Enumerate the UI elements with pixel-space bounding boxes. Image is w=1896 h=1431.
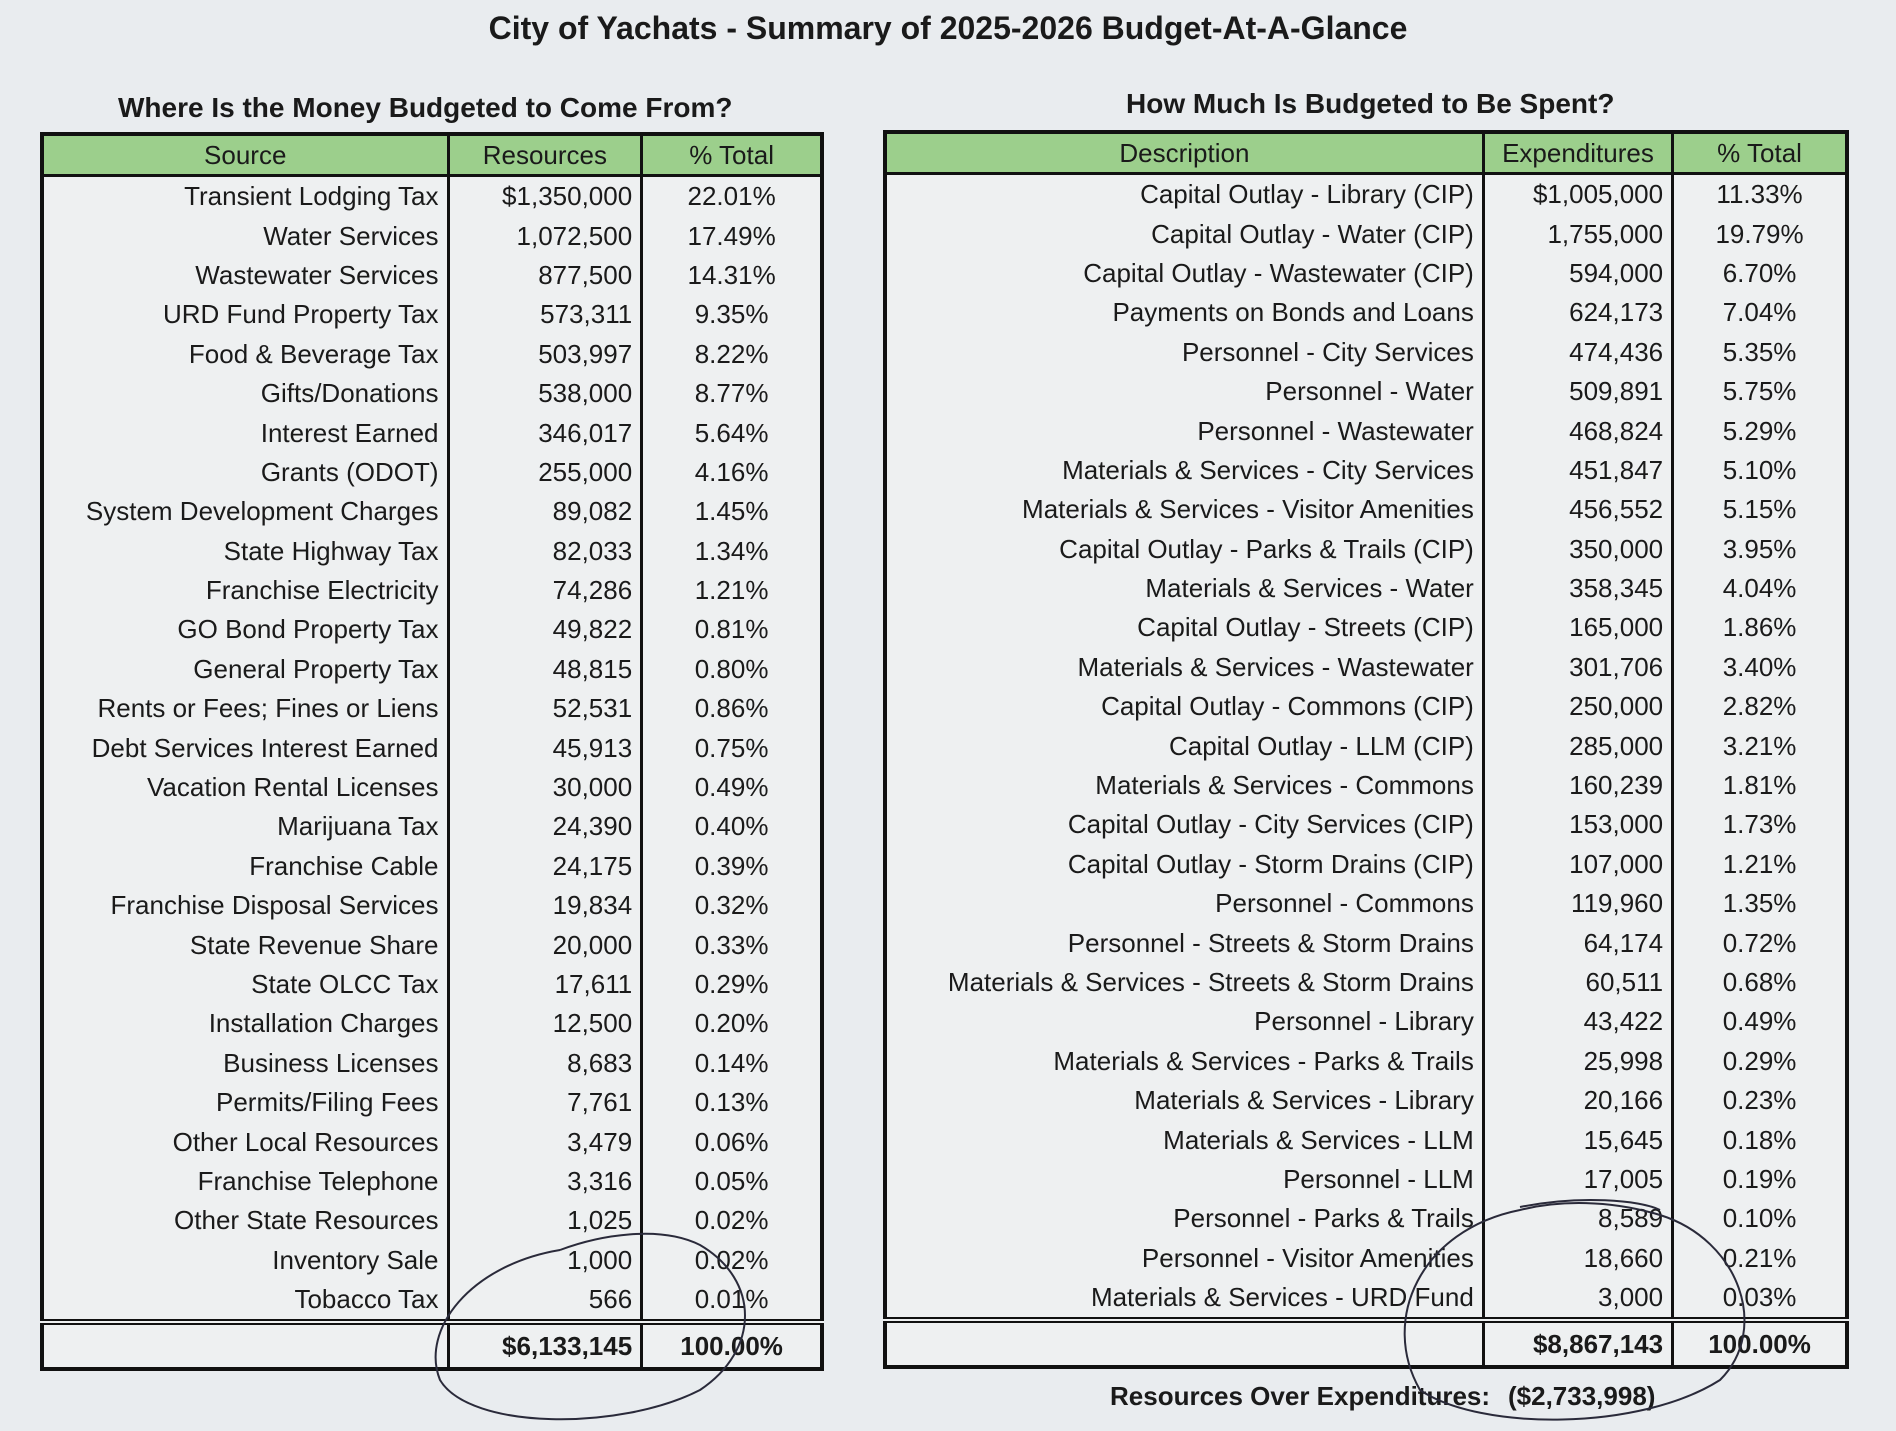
table-row — [42, 453, 822, 492]
source-cell: Franchise Cable — [42, 847, 448, 886]
table-row — [885, 766, 1847, 805]
table-row — [42, 1083, 822, 1122]
pct-cell: 5.10% — [1673, 451, 1847, 490]
table-row — [42, 571, 822, 610]
amount-cell: 24,175 — [448, 847, 642, 886]
pct-cell: 9.35% — [642, 295, 822, 334]
amount-cell: 503,997 — [448, 335, 642, 374]
amount-cell: 74,286 — [448, 571, 642, 610]
table-row — [885, 1278, 1847, 1320]
description-cell: Capital Outlay - LLM (CIP) — [885, 726, 1483, 765]
pct-cell: 4.16% — [642, 453, 822, 492]
pct-cell: 4.04% — [1673, 569, 1847, 608]
source-cell: Debt Services Interest Earned — [42, 728, 448, 767]
table-row — [885, 805, 1847, 844]
source-cell: Other State Resources — [42, 1201, 448, 1240]
amount-cell: 107,000 — [1483, 845, 1672, 884]
amount-cell: 7,761 — [448, 1083, 642, 1122]
pct-cell: 0.49% — [1673, 1002, 1847, 1041]
total-amount: $8,867,143 — [1483, 1320, 1672, 1367]
amount-cell: 8,683 — [448, 1044, 642, 1083]
description-cell: Personnel - Streets & Storm Drains — [885, 923, 1483, 962]
amount-cell: 456,552 — [1483, 490, 1672, 529]
description-cell: Materials & Services - Wastewater — [885, 648, 1483, 687]
amount-cell: 285,000 — [1483, 726, 1672, 765]
table-row — [885, 1120, 1847, 1159]
column-header-expenditures: Expenditures — [1483, 132, 1672, 174]
column-header-pct-total: % Total — [642, 134, 822, 176]
pct-cell: 11.33% — [1673, 174, 1847, 215]
source-cell: Water Services — [42, 216, 448, 255]
source-cell: Gifts/Donations — [42, 374, 448, 413]
source-cell: Transient Lodging Tax — [42, 176, 448, 217]
description-cell: Capital Outlay - City Services (CIP) — [885, 805, 1483, 844]
amount-cell: 30,000 — [448, 768, 642, 807]
amount-cell: 1,072,500 — [448, 216, 642, 255]
amount-cell: 43,422 — [1483, 1002, 1672, 1041]
pct-cell: 0.19% — [1673, 1160, 1847, 1199]
table-row — [42, 689, 822, 728]
pct-cell: 17.49% — [642, 216, 822, 255]
column-header-description: Description — [885, 132, 1483, 174]
table-row — [885, 333, 1847, 372]
total-pct: 100.00% — [1673, 1320, 1847, 1367]
amount-cell: 250,000 — [1483, 687, 1672, 726]
pct-cell: 0.49% — [642, 768, 822, 807]
table-row — [885, 411, 1847, 450]
pct-cell: 0.06% — [642, 1122, 822, 1161]
amount-cell: 346,017 — [448, 413, 642, 452]
amount-cell: 3,479 — [448, 1122, 642, 1161]
description-cell: Materials & Services - URD Fund — [885, 1278, 1483, 1320]
amount-cell: 52,531 — [448, 689, 642, 728]
table-row — [42, 216, 822, 255]
amount-cell: 17,611 — [448, 965, 642, 1004]
amount-cell: 8,589 — [1483, 1199, 1672, 1238]
pct-cell: 0.02% — [642, 1201, 822, 1240]
table-row — [885, 884, 1847, 923]
page-title: City of Yachats - Summary of 2025-2026 Budget-At-A-Glance — [488, 10, 1408, 46]
expenditures-table — [883, 130, 1849, 1369]
table-row — [42, 532, 822, 571]
pct-cell: 1.34% — [642, 532, 822, 571]
table-row — [885, 963, 1847, 1002]
total-row — [42, 1322, 822, 1369]
pct-cell: 1.86% — [1673, 608, 1847, 647]
amount-cell: 468,824 — [1483, 411, 1672, 450]
table-row — [42, 374, 822, 413]
table-row — [42, 650, 822, 689]
amount-cell: 119,960 — [1483, 884, 1672, 923]
amount-cell: 451,847 — [1483, 451, 1672, 490]
amount-cell: 82,033 — [448, 532, 642, 571]
pct-cell: 0.29% — [1673, 1042, 1847, 1081]
amount-cell: 25,998 — [1483, 1042, 1672, 1081]
pct-cell: 22.01% — [642, 176, 822, 217]
amount-cell: 594,000 — [1483, 254, 1672, 293]
amount-cell: 18,660 — [1483, 1239, 1672, 1278]
pct-cell: 8.22% — [642, 335, 822, 374]
source-cell: Franchise Electricity — [42, 571, 448, 610]
source-cell: URD Fund Property Tax — [42, 295, 448, 334]
amount-cell: 3,316 — [448, 1162, 642, 1201]
table-row — [42, 1241, 822, 1280]
table-row — [885, 726, 1847, 765]
pct-cell: 6.70% — [1673, 254, 1847, 293]
description-cell: Materials & Services - Library — [885, 1081, 1483, 1120]
pct-cell: 19.79% — [1673, 214, 1847, 253]
pct-cell: 0.18% — [1673, 1120, 1847, 1159]
amount-cell: 19,834 — [448, 886, 642, 925]
amount-cell: 877,500 — [448, 256, 642, 295]
table-row — [885, 254, 1847, 293]
table-row — [42, 886, 822, 925]
table-row — [42, 1280, 822, 1322]
table-row — [42, 335, 822, 374]
description-cell: Personnel - Commons — [885, 884, 1483, 923]
table-row — [42, 728, 822, 767]
table-row — [42, 256, 822, 295]
description-cell: Capital Outlay - Water (CIP) — [885, 214, 1483, 253]
column-header-source: Source — [42, 134, 448, 176]
resources-heading: Where Is the Money Budgeted to Come From? — [118, 92, 733, 123]
description-cell: Capital Outlay - Wastewater (CIP) — [885, 254, 1483, 293]
amount-cell: 350,000 — [1483, 530, 1672, 569]
expenditures-heading: How Much Is Budgeted to Be Spent? — [1126, 88, 1615, 119]
pct-cell: 3.95% — [1673, 530, 1847, 569]
source-cell: GO Bond Property Tax — [42, 610, 448, 649]
pct-cell: 0.68% — [1673, 963, 1847, 1002]
table-row — [42, 965, 822, 1004]
table-row — [42, 295, 822, 334]
description-cell: Capital Outlay - Streets (CIP) — [885, 608, 1483, 647]
amount-cell: 45,913 — [448, 728, 642, 767]
pct-cell: 0.05% — [642, 1162, 822, 1201]
amount-cell: 89,082 — [448, 492, 642, 531]
source-cell: State Highway Tax — [42, 532, 448, 571]
pct-cell: 3.21% — [1673, 726, 1847, 765]
description-cell: Personnel - Wastewater — [885, 411, 1483, 450]
source-cell: Marijuana Tax — [42, 807, 448, 846]
amount-cell: 358,345 — [1483, 569, 1672, 608]
table-row — [885, 293, 1847, 332]
description-cell: Capital Outlay - Commons (CIP) — [885, 687, 1483, 726]
pct-cell: 0.81% — [642, 610, 822, 649]
description-cell: Materials & Services - City Services — [885, 451, 1483, 490]
pct-cell: 5.15% — [1673, 490, 1847, 529]
amount-cell: $1,005,000 — [1483, 174, 1672, 215]
pct-cell: 0.02% — [642, 1241, 822, 1280]
table-row — [885, 1042, 1847, 1081]
table-row — [42, 1162, 822, 1201]
table-row — [885, 1239, 1847, 1278]
table-row — [885, 608, 1847, 647]
pct-cell: 0.72% — [1673, 923, 1847, 962]
pct-cell: 1.81% — [1673, 766, 1847, 805]
table-row — [885, 569, 1847, 608]
amount-cell: 1,000 — [448, 1241, 642, 1280]
description-cell: Personnel - City Services — [885, 333, 1483, 372]
amount-cell: 49,822 — [448, 610, 642, 649]
amount-cell: 60,511 — [1483, 963, 1672, 1002]
table-row — [885, 490, 1847, 529]
pct-cell: 0.32% — [642, 886, 822, 925]
description-cell: Personnel - Library — [885, 1002, 1483, 1041]
pct-cell: 3.40% — [1673, 648, 1847, 687]
pct-cell: 1.45% — [642, 492, 822, 531]
source-cell: Franchise Disposal Services — [42, 886, 448, 925]
amount-cell: 12,500 — [448, 1004, 642, 1043]
description-cell: Capital Outlay - Parks & Trails (CIP) — [885, 530, 1483, 569]
amount-cell: 165,000 — [1483, 608, 1672, 647]
description-cell: Personnel - Water — [885, 372, 1483, 411]
column-header-pct-total: % Total — [1673, 132, 1847, 174]
source-cell: Grants (ODOT) — [42, 453, 448, 492]
source-cell: Installation Charges — [42, 1004, 448, 1043]
amount-cell: 566 — [448, 1280, 642, 1322]
total-blank-cell — [885, 1320, 1483, 1367]
source-cell: Rents or Fees; Fines or Liens — [42, 689, 448, 728]
amount-cell: 301,706 — [1483, 648, 1672, 687]
pct-cell: 0.75% — [642, 728, 822, 767]
pct-cell: 0.03% — [1673, 1278, 1847, 1320]
pct-cell: 5.64% — [642, 413, 822, 452]
table-row — [42, 413, 822, 452]
description-cell: Capital Outlay - Library (CIP) — [885, 174, 1483, 215]
pct-cell: 0.13% — [642, 1083, 822, 1122]
amount-cell: 160,239 — [1483, 766, 1672, 805]
description-cell: Materials & Services - Visitor Amenities — [885, 490, 1483, 529]
description-cell: Personnel - LLM — [885, 1160, 1483, 1199]
pct-cell: 0.29% — [642, 965, 822, 1004]
total-amount: $6,133,145 — [448, 1322, 642, 1369]
amount-cell: 20,000 — [448, 925, 642, 964]
table-row — [42, 847, 822, 886]
pct-cell: 5.35% — [1673, 333, 1847, 372]
description-cell: Payments on Bonds and Loans — [885, 293, 1483, 332]
source-cell: Business Licenses — [42, 1044, 448, 1083]
description-cell: Personnel - Parks & Trails — [885, 1199, 1483, 1238]
table-row — [885, 1002, 1847, 1041]
total-pct: 100.00% — [642, 1322, 822, 1369]
total-blank-cell — [42, 1322, 448, 1369]
amount-cell: 48,815 — [448, 650, 642, 689]
amount-cell: 3,000 — [1483, 1278, 1672, 1320]
pct-cell: 1.73% — [1673, 805, 1847, 844]
source-cell: Inventory Sale — [42, 1241, 448, 1280]
amount-cell: 474,436 — [1483, 333, 1672, 372]
table-row — [42, 1004, 822, 1043]
amount-cell: 509,891 — [1483, 372, 1672, 411]
pct-cell: 0.39% — [642, 847, 822, 886]
amount-cell: $1,350,000 — [448, 176, 642, 217]
table-row — [885, 845, 1847, 884]
table-row — [885, 174, 1847, 215]
table-row — [42, 807, 822, 846]
pct-cell: 7.04% — [1673, 293, 1847, 332]
source-cell: Interest Earned — [42, 413, 448, 452]
pct-cell: 1.35% — [1673, 884, 1847, 923]
source-cell: Franchise Telephone — [42, 1162, 448, 1201]
description-cell: Materials & Services - LLM — [885, 1120, 1483, 1159]
description-cell: Personnel - Visitor Amenities — [885, 1239, 1483, 1278]
table-row — [885, 1081, 1847, 1120]
pct-cell: 1.21% — [642, 571, 822, 610]
amount-cell: 573,311 — [448, 295, 642, 334]
source-cell: General Property Tax — [42, 650, 448, 689]
table-row — [885, 648, 1847, 687]
amount-cell: 20,166 — [1483, 1081, 1672, 1120]
pct-cell: 0.01% — [642, 1280, 822, 1322]
amount-cell: 24,390 — [448, 807, 642, 846]
pct-cell: 0.10% — [1673, 1199, 1847, 1238]
pct-cell: 5.29% — [1673, 411, 1847, 450]
pct-cell: 0.80% — [642, 650, 822, 689]
table-row — [885, 451, 1847, 490]
description-cell: Materials & Services - Water — [885, 569, 1483, 608]
column-header-resources: Resources — [448, 134, 642, 176]
resources-table — [40, 132, 824, 1371]
pct-cell: 8.77% — [642, 374, 822, 413]
source-cell: Permits/Filing Fees — [42, 1083, 448, 1122]
source-cell: State Revenue Share — [42, 925, 448, 964]
table-row — [885, 372, 1847, 411]
summary-label: Resources Over Expenditures: — [1110, 1381, 1491, 1411]
pct-cell: 1.21% — [1673, 845, 1847, 884]
amount-cell: 15,645 — [1483, 1120, 1672, 1159]
pct-cell: 0.20% — [642, 1004, 822, 1043]
pct-cell: 0.86% — [642, 689, 822, 728]
amount-cell: 17,005 — [1483, 1160, 1672, 1199]
amount-cell: 1,025 — [448, 1201, 642, 1240]
pct-cell: 2.82% — [1673, 687, 1847, 726]
pct-cell: 5.75% — [1673, 372, 1847, 411]
pct-cell: 0.40% — [642, 807, 822, 846]
pct-cell: 0.21% — [1673, 1239, 1847, 1278]
source-cell: Vacation Rental Licenses — [42, 768, 448, 807]
table-row — [885, 530, 1847, 569]
table-row — [885, 687, 1847, 726]
amount-cell: 153,000 — [1483, 805, 1672, 844]
amount-cell: 1,755,000 — [1483, 214, 1672, 253]
pct-cell: 0.33% — [642, 925, 822, 964]
pct-cell: 14.31% — [642, 256, 822, 295]
source-cell: Wastewater Services — [42, 256, 448, 295]
summary-value: ($2,733,998) — [1508, 1381, 1656, 1411]
table-row — [42, 492, 822, 531]
description-cell: Materials & Services - Commons — [885, 766, 1483, 805]
table-row — [42, 610, 822, 649]
pct-cell: 0.14% — [642, 1044, 822, 1083]
table-row — [42, 1122, 822, 1161]
table-row — [42, 768, 822, 807]
amount-cell: 255,000 — [448, 453, 642, 492]
source-cell: Other Local Resources — [42, 1122, 448, 1161]
table-row — [885, 1160, 1847, 1199]
pct-cell: 0.23% — [1673, 1081, 1847, 1120]
amount-cell: 538,000 — [448, 374, 642, 413]
total-row — [885, 1320, 1847, 1367]
table-row — [42, 1044, 822, 1083]
amount-cell: 624,173 — [1483, 293, 1672, 332]
table-row — [885, 923, 1847, 962]
table-row — [885, 214, 1847, 253]
table-row — [42, 176, 822, 217]
description-cell: Materials & Services - Streets & Storm Drains — [885, 963, 1483, 1002]
description-cell: Capital Outlay - Storm Drains (CIP) — [885, 845, 1483, 884]
source-cell: System Development Charges — [42, 492, 448, 531]
source-cell: State OLCC Tax — [42, 965, 448, 1004]
source-cell: Food & Beverage Tax — [42, 335, 448, 374]
source-cell: Tobacco Tax — [42, 1280, 448, 1322]
table-row — [885, 1199, 1847, 1238]
table-row — [42, 925, 822, 964]
amount-cell: 64,174 — [1483, 923, 1672, 962]
description-cell: Materials & Services - Parks & Trails — [885, 1042, 1483, 1081]
table-row — [42, 1201, 822, 1240]
